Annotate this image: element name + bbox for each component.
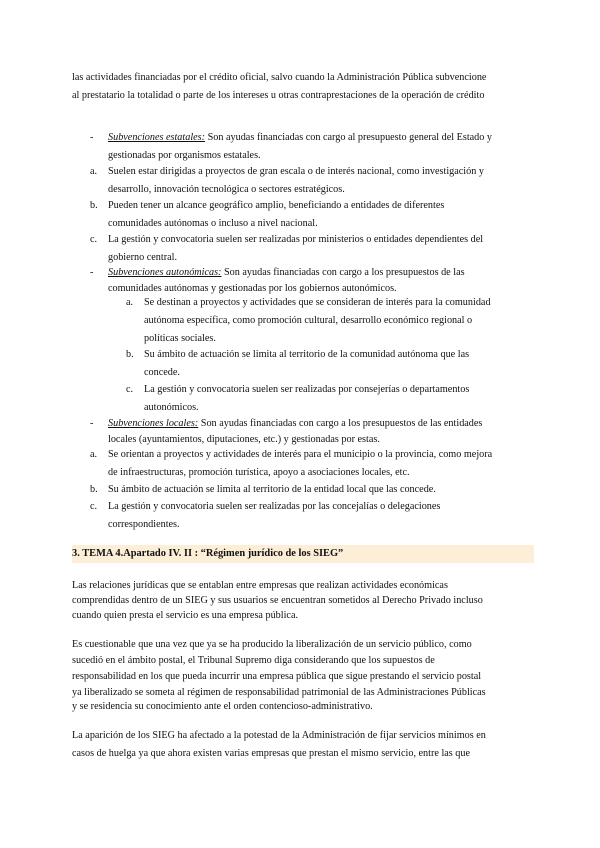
- paragraph-line: y se residencia su conocimiento ante el orden contencioso-administrativo.: [72, 701, 373, 712]
- list-dash: -: [90, 418, 94, 429]
- list-marker: b.: [126, 349, 134, 360]
- intro-line: al prestatario la totalidad o parte de los intereses u otras contraprestaciones de la operación de crédito: [72, 90, 485, 101]
- list-item-text: comunidades autónomas o incluso a nivel nacional.: [108, 218, 318, 229]
- list-item-text: gobierno central.: [108, 252, 178, 263]
- list-item-text: Su ámbito de actuación se limita al territorio de la comunidad autónoma que las: [144, 349, 470, 360]
- list-item-text: Suelen estar dirigidas a proyectos de gran escala o de interés nacional, como investigación y: [108, 166, 484, 177]
- list-item-text: desarrollo, innovación tecnológica o sectores estratégicos.: [108, 184, 345, 195]
- list-item-text: La gestión y convocatoria suelen ser realizadas por las concejalías o delegaciones: [108, 501, 441, 512]
- list-item-text: Se destinan a proyectos y actividades que se consideran de interés para la comunidad: [144, 297, 491, 308]
- list-marker: a.: [90, 166, 98, 177]
- section-heading: 3. TEMA 4.Apartado IV. II : “Régimen jurídico de los SIEG”: [72, 548, 344, 559]
- list-dash: -: [90, 267, 94, 278]
- paragraph-line: casos de huelga ya que ahora existen varias empresas que prestan el mismo servicio, entre las que: [72, 748, 471, 759]
- list-item-autonomicas: Subvenciones autonómicas: Son ayudas financiadas con cargo a los presupuestos de las: [108, 267, 465, 278]
- list-marker: c.: [90, 234, 98, 245]
- paragraph-line: Es cuestionable que una vez que ya se ha producido la liberalización de un servicio público, como: [72, 639, 472, 650]
- term-estatales: Subvenciones estatales:: [108, 132, 206, 143]
- list-item-text: de infraestructuras, promoción turística, apoyo a asociaciones locales, etc.: [108, 467, 410, 478]
- list-marker: c.: [126, 384, 134, 395]
- list-marker: a.: [126, 297, 134, 308]
- list-item-text: Pueden tener un alcance geográfico amplio, beneficiando a entidades de diferentes: [108, 200, 445, 211]
- list-item-text: gestionadas por organismos estatales.: [108, 150, 261, 161]
- list-marker: c.: [90, 501, 98, 512]
- list-item-text: autónoma específica, como promoción cultural, desarrollo económico regional o: [144, 315, 473, 326]
- paragraph-line: Las relaciones jurídicas que se entablan entre empresas que realizan actividades económicas: [72, 580, 448, 591]
- list-item-text: autonómicos.: [144, 402, 199, 413]
- list-item-text: correspondientes.: [108, 519, 180, 530]
- paragraph-line: sucedió en el ámbito postal, el Tribunal Supremo diga considerando que los supuestos de: [72, 655, 435, 666]
- list-item-text: La gestión y convocatoria suelen ser realizadas por ministerios o entidades dependientes del: [108, 234, 484, 245]
- paragraph-line: ya liberalizado se someta al régimen de responsabilidad patrimonial de las Administraciones Públicas: [72, 687, 486, 698]
- list-dash: -: [90, 132, 94, 143]
- list-marker: a.: [90, 449, 98, 460]
- list-item-text: Se orientan a proyectos y actividades de interés para el municipio o la provincia, como mejora: [108, 449, 493, 460]
- list-item-estatales: Subvenciones estatales: Son ayudas financiadas con cargo al presupuesto general del Estado y: [108, 132, 492, 143]
- list-marker: b.: [90, 200, 98, 211]
- list-item-text: locales (ayuntamientos, diputaciones, etc.) y gestionadas por estas.: [108, 434, 380, 445]
- intro-line: las actividades financiadas por el crédito oficial, salvo cuando la Administración Pública subvencione: [72, 72, 487, 83]
- term-locales: Subvenciones locales:: [108, 418, 199, 429]
- list-item-text: comunidades autónomas y gestionadas por los gobiernos autonómicos.: [108, 283, 397, 294]
- term-autonomicas: Subvenciones autonómicas:: [108, 267, 222, 278]
- list-item-text: políticas sociales.: [144, 333, 216, 344]
- paragraph-line: cuando quien presta el servicio es una empresa pública.: [72, 610, 299, 621]
- paragraph-line: La aparición de los SIEG ha afectado a la potestad de la Administración de fijar servicios mínimos en: [72, 730, 486, 741]
- list-marker: b.: [90, 484, 98, 495]
- list-item-text: Su ámbito de actuación se limita al territorio de la entidad local que las concede.: [108, 484, 436, 495]
- list-item-text: La gestión y convocatoria suelen ser realizadas por consejerías o departamentos: [144, 384, 470, 395]
- paragraph-line: responsabilidad en los que pueda incurrir una empresa pública que sigue prestando el servicio postal: [72, 671, 482, 682]
- paragraph-line: comprendidas dentro de un SIEG y sus usuarios se encuentran sometidos al Derecho Privado incluso: [72, 595, 483, 606]
- list-item-locales: Subvenciones locales: Son ayudas financiadas con cargo a los presupuestos de las entidades: [108, 418, 483, 429]
- list-item-text: concede.: [144, 367, 180, 378]
